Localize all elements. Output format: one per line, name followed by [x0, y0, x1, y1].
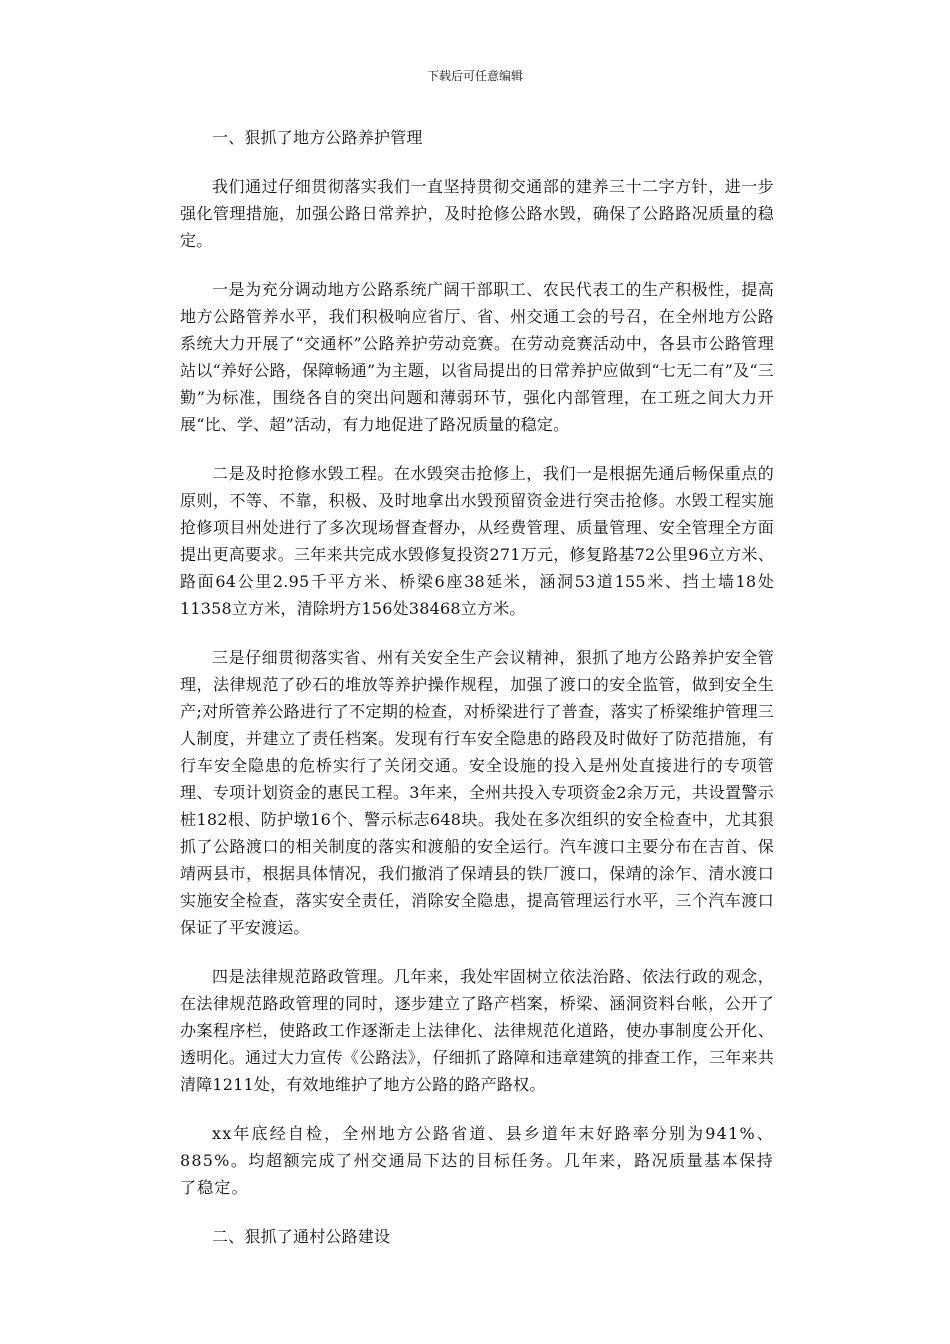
section-heading-1: 一、狠抓了地方公路养护管理: [212, 128, 423, 147]
section-heading-2: 二、狠抓了通村公路建设: [212, 1227, 391, 1246]
paragraph-4: 三是仔细贯彻落实省、州有关安全生产会议精神，狠抓了地方公路养护安全管理，法律规范了砂石的堆放等养护操作规程，加强了渡口的安全监管，做到安全生产;对所管养公路进行了不定期的检查，对桥梁进行了普查，落实了桥梁维护管理三人制度，并建立了责任档案。发现有行车安全隐患的路段及时做好了防范措施，有行车安全隐患的危桥实行了关闭交通。安全设施的投入是州处直接进行的专项管理、专项计划资金的惠民工程。3年来，全州共投入专项资金2余万元，共设置警示桩182根、防护墩16个、警示标志648块。我处在多次组织的安全检查中，尤其狠抓了公路渡口的相关制度的落实和渡船的安全运行。汽车渡口主要分布在吉首、保靖两县市，根据具体情况，我们撤消了保靖县的铁厂渡口，保靖的涂乍、清水渡口实施安全检查，落实安全责任，消除安全隐患，提高管理运行水平，三个汽车渡口保证了平安渡运。: [180, 648, 774, 937]
paragraph-3: 二是及时抢修水毁工程。在水毁突击抢修上，我们一是根据先通后畅保重点的原则，不等、不靠，积极、及时地拿出水毁预留资金进行突击抢修。水毁工程实施抢修项目州处进行了多次现场督查督办，从经费管理、质量管理、安全管理全方面提出更高要求。三年来共完成水毁修复投资271万元，修复路基72公里96立方米、路面64公里2.95千平方米、桥梁6座38延米，涵洞53道155米、挡土墙18处11358立方米，清除坍方156处38468立方米。: [180, 464, 774, 618]
paragraph-6: xx年底经自检，全州地方公路省道、县乡道年末好路率分别为941%、885%。均超额完成了州交通局下达的目标任务。几年来，路况质量基本保持了稳定。: [180, 1124, 774, 1197]
paragraph-1: 我们通过仔细贯彻落实我们一直坚持贯彻交通部的建养三十二字方针，进一步强化管理措施，加强公路日常养护，及时抢修公路水毁，确保了公路路况质量的稳定。: [180, 177, 774, 250]
paragraph-5: 四是法律规范路政管理。几年来，我处牢固树立依法治路、依法行政的观念，在法律规范路政管理的同时，逐步建立了路产档案，桥梁、涵洞资料台帐，公开了办案程序栏，使路政工作逐渐走上法律化、法律规范化道路，使办事制度公开化、透明化。通过大力宣传《公路法》，仔细抓了路障和违章建筑的排查工作，三年来共清障1211处，有效地维护了地方公路的路产路权。: [180, 967, 774, 1094]
paragraph-2: 一是为充分调动地方公路系统广阔干部职工、农民代表工的生产积极性，提高地方公路管养水平，我们积极响应省厅、省、州交通工会的号召，在全州地方公路系统大力开展了“交通杯”公路养护劳动竞赛。在劳动竞赛活动中，各县市公路管理站以“养好公路，保障畅通”为主题，以省局提出的日常养护应做到“七无二有”及“三勤”为标准，围绕各自的突出问题和薄弱环节，强化内部管理，在工班之间大力开展“比、学、超”活动，有力地促进了路况质量的稳定。: [180, 280, 774, 434]
document-body: [180, 124, 774, 1272]
page-header: 下载后可任意编辑: [426, 69, 523, 83]
